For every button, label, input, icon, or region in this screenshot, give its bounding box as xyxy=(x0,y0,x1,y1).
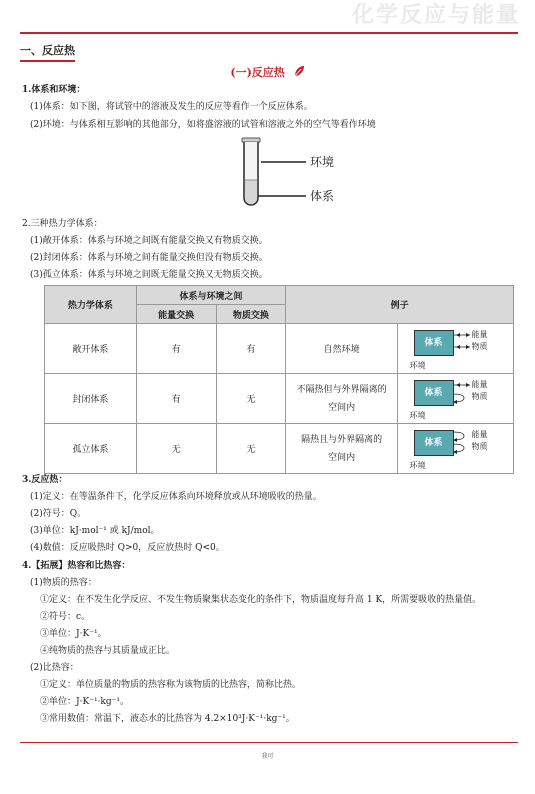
row-diagram xyxy=(398,324,514,374)
row-diagram xyxy=(398,374,514,424)
test-tube-figure xyxy=(220,136,370,214)
row-type: 敞开体系 xyxy=(45,324,137,374)
row-matter: 无 xyxy=(216,374,286,424)
row-example xyxy=(286,324,398,374)
p4-sub-1-item-4: ④纯物质的热容与其质量成正比。 xyxy=(40,646,176,656)
p4-sub-1: (1)物质的热容： xyxy=(30,578,97,588)
header-energy: 能量交换 xyxy=(136,305,216,324)
p3-line-2: (2)符号：Q。 xyxy=(30,509,87,519)
row-example-line-1: 隔热且与外界隔离的 xyxy=(301,434,383,445)
row-matter: 有 xyxy=(216,324,286,374)
table-row xyxy=(45,374,514,424)
isolated-system-diagram xyxy=(410,426,502,472)
diagram-matter-label: 物质 xyxy=(471,441,488,451)
diagram-env-label: 环境 xyxy=(409,360,426,370)
p3-line-1: (1)定义：在等温条件下，化学反应体系向环境释放或从环境吸收的热量。 xyxy=(30,492,322,502)
row-diagram xyxy=(398,424,514,474)
row-energy: 有 xyxy=(136,374,216,424)
p1-heading: 1.体系和环境： xyxy=(22,85,86,95)
open-system-diagram xyxy=(410,326,502,372)
header-watermark: 化学反应与能量 xyxy=(352,3,521,28)
p2-line-1: (1)敞开体系：体系与环境之间既有能量交换又有物质交换。 xyxy=(30,236,268,246)
diagram-energy-label: 能量 xyxy=(471,379,488,389)
row-energy: 有 xyxy=(136,324,216,374)
figure-env-label: 环境 xyxy=(310,155,335,169)
closed-system-diagram xyxy=(410,376,502,422)
p2-heading: 2.三种热力学体系： xyxy=(22,219,103,229)
header-matter: 物质交换 xyxy=(216,305,286,324)
table-header-row xyxy=(45,286,514,305)
subsection-title-text: (一)反应热 xyxy=(230,66,285,79)
row-example xyxy=(286,374,398,424)
test-tube-icon xyxy=(220,136,370,214)
diagram-system-box: 体系 xyxy=(414,330,454,356)
diagram-matter-label: 物质 xyxy=(471,341,488,351)
diagram-matter-label: 物质 xyxy=(471,391,488,401)
p4-sub-1-item-2: ②符号：c。 xyxy=(40,612,91,622)
p4-sub-1-item-1: ①定义：在不发生化学反应、不发生物质聚集状态变化的条件下，物质温度每升高 1 K，所需要吸收的热量值。 xyxy=(40,595,482,605)
p4-sub-2: (2)比热容： xyxy=(30,663,79,673)
p4-sub-2-item-2: ②单位：J·K⁻¹·kg⁻¹。 xyxy=(40,697,129,707)
p4-sub-1-item-3: ③单位：J·K⁻¹。 xyxy=(40,629,107,639)
row-type: 孤立体系 xyxy=(45,424,137,474)
row-example-line-2: 空间内 xyxy=(328,452,356,463)
row-matter: 无 xyxy=(216,424,286,474)
header-rule xyxy=(20,32,518,34)
table-row xyxy=(45,324,514,374)
subsection-title xyxy=(0,64,535,80)
row-example-line-1: 自然环境 xyxy=(323,345,360,355)
p3-line-3: (3)单位：kJ·mol⁻¹ 或 kJ/mol。 xyxy=(30,526,160,536)
row-example-line-1: 不隔热但与外界隔离的 xyxy=(296,384,387,395)
p1-line-1: (1)体系：如下图，将试管中的溶液及发生的反应等看作一个反应体系。 xyxy=(30,102,313,112)
header-type: 热力学体系 xyxy=(45,286,137,324)
footer-text: 我可 xyxy=(261,753,274,760)
diagram-system-box: 体系 xyxy=(414,430,454,456)
row-energy: 无 xyxy=(136,424,216,474)
diagram-energy-label: 能量 xyxy=(471,329,488,339)
row-type: 封闭体系 xyxy=(45,374,137,424)
section-title: 一、反应热 xyxy=(20,42,75,62)
p3-line-4: (4)数值：反应吸热时 Q>0，反应放热时 Q<0。 xyxy=(30,543,225,553)
row-example xyxy=(286,424,398,474)
p4-heading: 4.【拓展】热容和比热容： xyxy=(22,561,131,571)
row-example-line-2: 空间内 xyxy=(328,402,356,413)
footer-rule xyxy=(20,742,518,743)
p1-line-2: (2)环境：与体系相互影响的其他部分，如将盛溶液的试管和溶液之外的空气等看作环境 xyxy=(30,120,376,130)
table-row xyxy=(45,424,514,474)
diagram-energy-label: 能量 xyxy=(471,429,488,439)
p4-sub-2-item-1: ①定义：单位质量的物质的热容称为该物质的比热容，简称比热。 xyxy=(40,680,302,690)
header-between: 体系与环境之间 xyxy=(136,286,286,305)
systems-table xyxy=(44,285,514,474)
header-example: 例子 xyxy=(286,286,514,324)
p3-heading: 3.反应热： xyxy=(22,475,68,485)
p2-line-3: (3)孤立体系：体系与环境之间既无能量交换又无物质交换。 xyxy=(30,270,268,280)
diagram-env-label: 环境 xyxy=(409,410,426,420)
leaf-icon xyxy=(293,65,305,77)
figure-sys-label: 体系 xyxy=(310,189,335,203)
diagram-system-box: 体系 xyxy=(414,380,454,406)
diagram-env-label: 环境 xyxy=(409,460,426,470)
p4-sub-2-item-3: ③常用数值：常温下，液态水的比热容为 4.2×10³J·K⁻¹·kg⁻¹。 xyxy=(40,714,295,724)
p2-line-2: (2)封闭体系：体系与环境之间有能量交换但没有物质交换。 xyxy=(30,253,268,263)
